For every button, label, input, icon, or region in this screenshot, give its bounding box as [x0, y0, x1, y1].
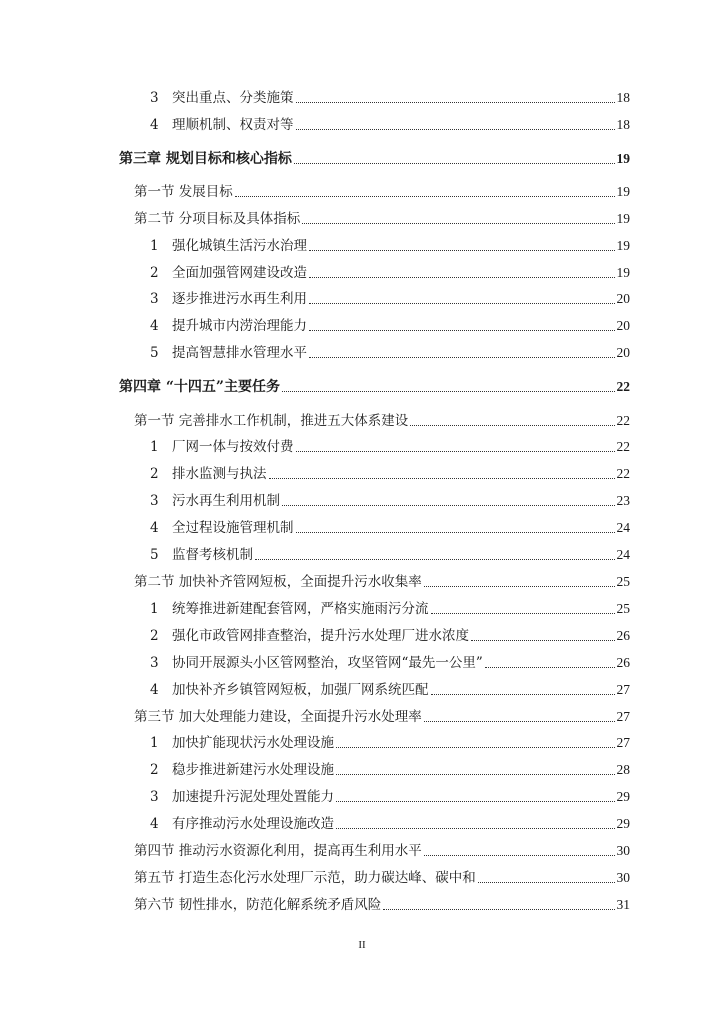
toc-entry-label: 理顺机制、权责对等 — [172, 117, 294, 133]
toc-item — [150, 340, 630, 362]
toc-item-number: 2 — [150, 265, 159, 281]
toc-item — [150, 784, 630, 806]
toc-entry-label: 全面加强管网建设改造 — [172, 265, 307, 281]
toc-item — [150, 260, 630, 282]
toc-item-number: 3 — [150, 291, 159, 307]
toc-section — [134, 892, 630, 914]
toc-entry-label: 强化城镇生活污水治理 — [172, 238, 307, 254]
toc-page-number: 24 — [616, 547, 630, 562]
dot-leader — [410, 424, 614, 426]
toc-item-number: 3 — [150, 493, 159, 509]
toc-page-number: 19 — [616, 184, 630, 199]
dot-leader — [336, 800, 615, 802]
dot-leader — [485, 666, 615, 668]
toc-page-number: 18 — [616, 117, 630, 132]
toc-item-number: 5 — [150, 547, 159, 563]
toc-entry-label: 第四节 推动污水资源化利用，提高再生利用水平 — [134, 843, 422, 859]
toc-item-number: 2 — [150, 466, 159, 482]
toc-entry-label: 第六节 韧性排水，防范化解系统矛盾风险 — [134, 897, 382, 913]
toc-page-number: 22 — [616, 413, 630, 428]
toc-entry-label: 提高智慧排水管理水平 — [172, 345, 307, 361]
toc-item — [150, 488, 630, 510]
toc-entry-label: 污水再生利用机制 — [172, 493, 280, 509]
toc-section — [134, 408, 630, 430]
toc-page-number: 19 — [616, 211, 630, 226]
toc-page-number: 26 — [616, 655, 630, 670]
toc-item — [150, 461, 630, 483]
dot-leader — [235, 195, 615, 197]
toc-section — [134, 838, 630, 860]
toc-page-number: 18 — [616, 90, 630, 105]
toc-item — [150, 542, 630, 564]
dot-leader — [336, 746, 615, 748]
toc-entry-label: 厂网一体与按效付费 — [172, 439, 294, 455]
toc-page-number: 19 — [616, 238, 630, 253]
toc-entry-label: 稳步推进新建污水处理设施 — [172, 762, 334, 778]
dot-leader — [471, 639, 615, 641]
toc-item-number: 4 — [150, 117, 159, 133]
toc-item — [150, 811, 630, 833]
dot-leader — [309, 302, 615, 304]
toc-page-number: 26 — [616, 628, 630, 643]
toc-item-number: 3 — [150, 789, 159, 805]
toc-item — [150, 515, 630, 537]
toc-entry-label: 协同开展源头小区管网整治，攻坚管网“最先一公里” — [172, 655, 483, 671]
toc-entry-label: 加快扩能现状污水处理设施 — [172, 735, 334, 751]
dot-leader — [431, 612, 615, 614]
toc-page-number: 20 — [616, 291, 630, 306]
dot-leader — [296, 101, 615, 103]
toc-section — [134, 179, 630, 201]
toc-entry-label: 有序推动污水处理设施改造 — [172, 816, 334, 832]
toc-page-number: 29 — [616, 816, 630, 831]
toc-entry-label: 统筹推进新建配套管网，严格实施雨污分流 — [172, 601, 429, 617]
dot-leader — [336, 827, 615, 829]
toc-section — [134, 704, 630, 726]
dot-leader — [282, 390, 615, 392]
dot-leader — [478, 881, 615, 883]
toc-entry-label: 第一节 完善排水工作机制，推进五大体系建设 — [134, 413, 409, 429]
toc-item — [150, 623, 630, 645]
toc-item-number: 3 — [150, 90, 159, 106]
dot-leader — [309, 329, 615, 331]
toc-entry-label: 全过程设施管理机制 — [172, 520, 294, 536]
toc-item-number: 2 — [150, 762, 159, 778]
dot-leader — [336, 773, 615, 775]
toc-page-number: 24 — [616, 520, 630, 535]
toc-page-number: 27 — [616, 735, 630, 750]
toc-page-number: 30 — [616, 843, 630, 858]
toc-item — [150, 596, 630, 618]
toc-item-number: 2 — [150, 628, 159, 644]
toc-entry-label: 加快补齐乡镇管网短板，加强厂网系统匹配 — [172, 682, 429, 698]
toc-page-number: 29 — [616, 789, 630, 804]
toc-item — [150, 757, 630, 779]
dot-leader — [296, 531, 615, 533]
toc-item — [150, 650, 630, 672]
toc-section — [134, 569, 630, 591]
toc-section — [134, 206, 630, 228]
toc-entry-label: 第二节 加快补齐管网短板，全面提升污水收集率 — [134, 574, 422, 590]
toc-entry-label: 监督考核机制 — [172, 547, 253, 563]
toc-page-number: 19 — [616, 151, 630, 166]
toc-page-number: 20 — [616, 318, 630, 333]
toc-page-number: 22 — [616, 439, 630, 454]
toc-item — [150, 434, 630, 456]
dot-leader — [424, 720, 615, 722]
toc-item — [150, 286, 630, 308]
dot-leader — [269, 477, 615, 479]
toc-item — [150, 313, 630, 335]
toc-page-number: 22 — [616, 379, 630, 394]
toc-entry-label: 第五节 打造生态化污水处理厂示范，助力碳达峰、碳中和 — [134, 870, 476, 886]
toc-entry-label: 第三节 加大处理能力建设，全面提升污水处理率 — [134, 709, 422, 725]
dot-leader — [302, 222, 614, 224]
toc-page-number: 30 — [616, 870, 630, 885]
toc-item-number: 1 — [150, 601, 159, 617]
toc-item-number: 4 — [150, 520, 159, 536]
toc-page-number: 19 — [616, 265, 630, 280]
dot-leader — [424, 854, 615, 856]
toc-section — [134, 865, 630, 887]
toc-item-number: 4 — [150, 318, 159, 334]
toc-item — [150, 85, 630, 107]
dot-leader — [383, 908, 614, 910]
toc-chapter — [119, 374, 630, 396]
toc-page-number: 22 — [616, 466, 630, 481]
toc-item-number: 1 — [150, 735, 159, 751]
toc-page-number: 23 — [616, 493, 630, 508]
toc-page-number: 27 — [616, 682, 630, 697]
toc-item-number: 3 — [150, 655, 159, 671]
dot-leader — [294, 162, 615, 164]
dot-leader — [309, 249, 615, 251]
toc-page-number: 31 — [616, 897, 630, 912]
page-number: II — [358, 939, 366, 951]
toc-item-number: 1 — [150, 439, 159, 455]
toc-page-number: 28 — [616, 762, 630, 777]
toc-entry-label: 逐步推进污水再生利用 — [172, 291, 307, 307]
toc-entry-label: 加速提升污泥处理处置能力 — [172, 789, 334, 805]
toc-item-number: 4 — [150, 682, 159, 698]
dot-leader — [296, 450, 615, 452]
toc-chapter — [119, 146, 630, 168]
toc-item-number: 1 — [150, 238, 159, 254]
dot-leader — [255, 558, 615, 560]
dot-leader — [282, 504, 615, 506]
dot-leader — [309, 356, 615, 358]
toc-page-number: 25 — [616, 601, 630, 616]
toc-page-number: 27 — [616, 709, 630, 724]
toc-item — [150, 112, 630, 134]
dot-leader — [424, 585, 615, 587]
toc-entry-label: 第一节 发展目标 — [134, 184, 233, 200]
dot-leader — [309, 276, 615, 278]
toc-item-number: 5 — [150, 345, 159, 361]
toc-entry-label: 第三章 规划目标和核心指标 — [119, 151, 292, 167]
toc-item — [150, 677, 630, 699]
toc-entry-label: 第四章 “十四五”主要任务 — [119, 379, 280, 395]
toc-entry-label: 排水监测与执法 — [172, 466, 267, 482]
dot-leader — [296, 128, 615, 130]
toc-item-number: 4 — [150, 816, 159, 832]
toc-entry-label: 强化市政管网排查整治，提升污水处理厂进水浓度 — [172, 628, 469, 644]
toc-page-number: 20 — [616, 345, 630, 360]
toc-page-number: 25 — [616, 574, 630, 589]
toc-item — [150, 233, 630, 255]
toc-entry-label: 第二节 分项目标及具体指标 — [134, 211, 301, 227]
dot-leader — [431, 693, 615, 695]
toc-entry-label: 提升城市内涝治理能力 — [172, 318, 307, 334]
toc-entry-label: 突出重点、分类施策 — [172, 90, 294, 106]
toc-item — [150, 730, 630, 752]
